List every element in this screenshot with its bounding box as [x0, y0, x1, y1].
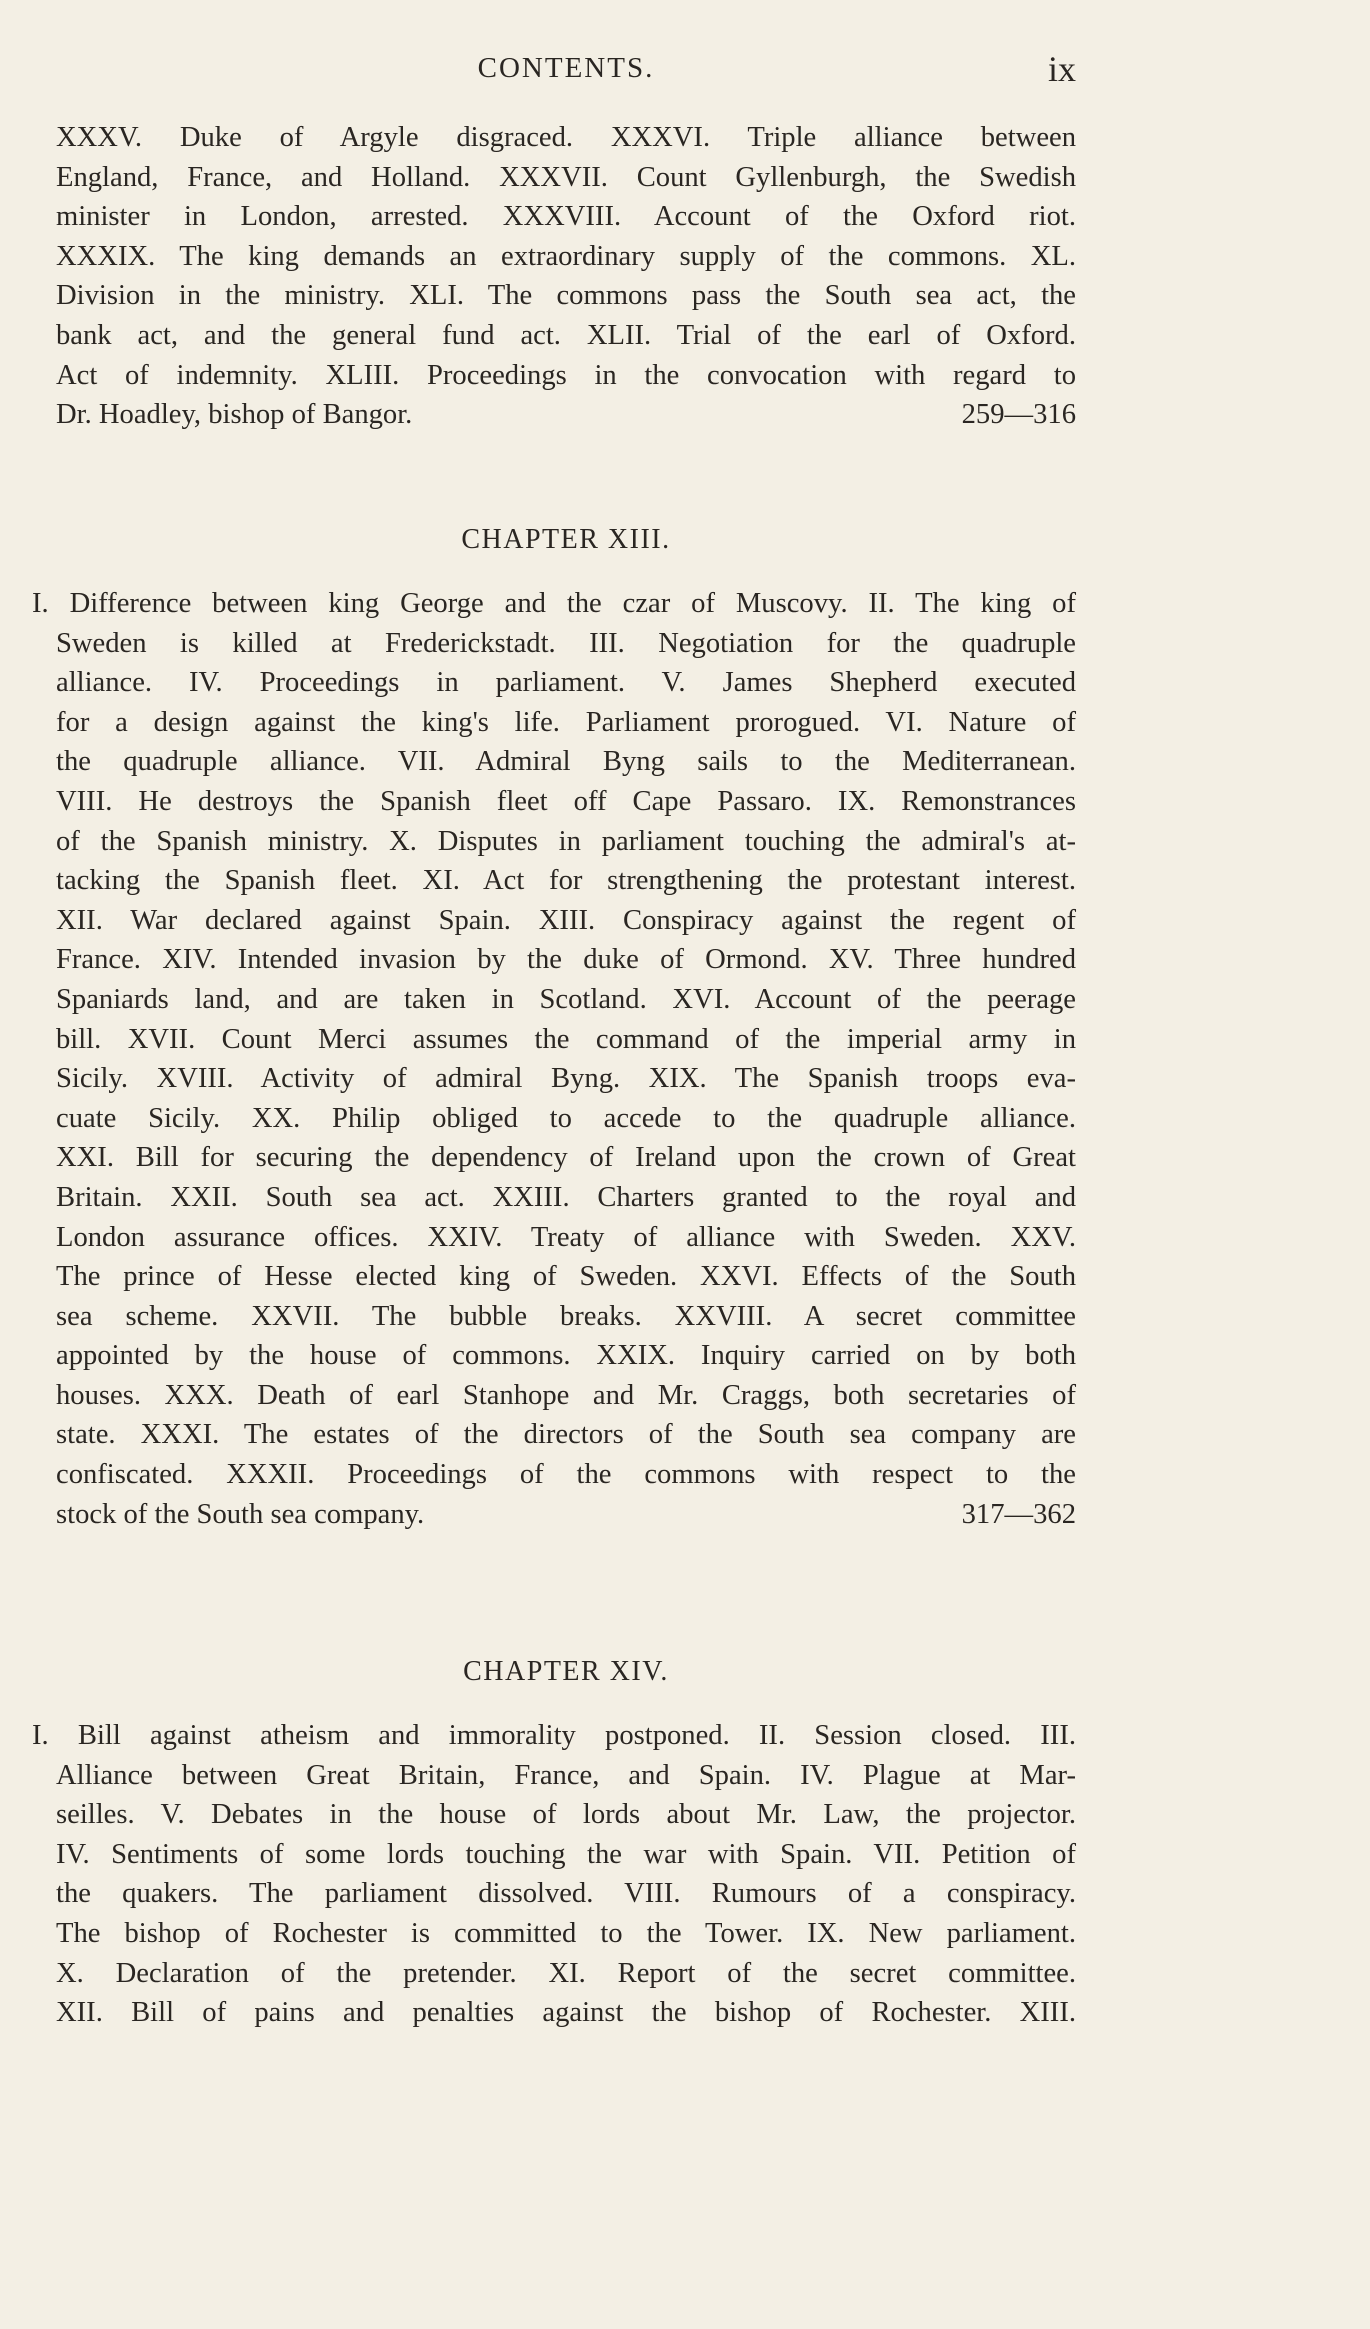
page-range: 259—316: [961, 399, 1076, 431]
text-line: for a design against the king's life. Parliament prorogued. VI. Nature of: [56, 706, 1076, 738]
text-line: alliance. IV. Proceedings in parliament. V. James Shepherd executed: [56, 667, 1076, 699]
text-line: confiscated. XXXII. Proceedings of the commons with respect to the: [56, 1459, 1076, 1491]
text-line: XII. Bill of pains and penalties against the bishop of Rochester. XIII.: [56, 1997, 1076, 2029]
final-line-text: Dr. Hoadley, bishop of Bangor.: [56, 399, 413, 431]
text-line: Britain. XXII. South sea act. XXIII. Charters granted to the royal and: [56, 1181, 1076, 1213]
final-line-text: stock of the South sea company.: [56, 1498, 425, 1530]
text-line: the quadruple alliance. VII. Admiral Byng sails to the Mediterranean.: [56, 746, 1076, 778]
text-line: cuate Sicily. XX. Philip obliged to accede to the quadruple alliance.: [56, 1102, 1076, 1134]
running-title: CONTENTS.: [477, 52, 655, 84]
text-line: England, France, and Holland. XXXVII. Count Gyllenburgh, the Swedish: [56, 161, 1076, 193]
text-line-final: [32, 1495, 1076, 1535]
text-line: appointed by the house of commons. XXIX. Inquiry carried on by both: [56, 1340, 1076, 1372]
text-line: Spaniards land, and are taken in Scotland. XVI. Account of the peerage: [56, 983, 1076, 1015]
text-line: XXXV. Duke of Argyle disgraced. XXXVI. Triple alliance between: [56, 122, 1076, 153]
text-line: tacking the Spanish fleet. XI. Act for strengthening the protestant interest.: [56, 865, 1076, 897]
text-line: X. Declaration of the pretender. XI. Report of the secret committee.: [56, 1957, 1076, 1989]
text-line: sea scheme. XXVII. The bubble breaks. XXVIII. A secret committee: [56, 1300, 1076, 1332]
text-line: XII. War declared against Spain. XIII. Conspiracy against the regent of: [56, 904, 1076, 936]
text-line: seilles. V. Debates in the house of lords about Mr. Law, the projector.: [56, 1799, 1076, 1831]
chapter-13-heading: CHAPTER XIII.: [461, 524, 671, 555]
text-line: bank act, and the general fund act. XLII. Trial of the earl of Oxford.: [56, 319, 1076, 351]
text-line: Alliance between Great Britain, France, and Spain. IV. Plague at Mar-: [56, 1759, 1076, 1791]
text-line: Act of indemnity. XLIII. Proceedings in the convocation with regard to: [56, 359, 1076, 391]
chapter-14-contents: [32, 1716, 1076, 2033]
running-head: [56, 49, 1076, 92]
text-line-final: [56, 395, 1076, 435]
text-line: I. Bill against atheism and immorality postponed. II. Session closed. III.: [32, 1720, 1076, 1751]
text-line: The bishop of Rochester is committed to the Tower. IX. New parliament.: [56, 1917, 1076, 1949]
text-line: state. XXXI. The estates of the directors of the South sea company are: [56, 1419, 1076, 1451]
text-line: XXXIX. The king demands an extraordinary supply of the commons. XL.: [56, 240, 1076, 272]
text-line: IV. Sentiments of some lords touching the war with Spain. VII. Petition of: [56, 1838, 1076, 1870]
text-line: Division in the ministry. XLI. The commons pass the South sea act, the: [56, 280, 1076, 312]
page-range: 317—362: [961, 1498, 1076, 1530]
text-line: XXI. Bill for securing the dependency of Ireland upon the crown of Great: [56, 1142, 1076, 1174]
chapter-13-contents: [32, 584, 1076, 1534]
text-line: Sweden is killed at Frederickstadt. III. Negotiation for the quadruple: [56, 627, 1076, 659]
text-line: of the Spanish ministry. X. Disputes in parliament touching the admiral's at-: [56, 825, 1076, 857]
text-line: France. XIV. Intended invasion by the duke of Ormond. XV. Three hundred: [56, 944, 1076, 976]
text-line: minister in London, arrested. XXXVIII. Account of the Oxford riot.: [56, 201, 1076, 233]
text-line: London assurance offices. XXIV. Treaty of alliance with Sweden. XXV.: [56, 1221, 1076, 1253]
text-line: houses. XXX. Death of earl Stanhope and Mr. Craggs, both secretaries of: [56, 1379, 1076, 1411]
chapter-12-continuation: [56, 118, 1076, 435]
text-line: I. Difference between king George and the czar of Muscovy. II. The king of: [32, 588, 1076, 619]
text-line: Sicily. XVIII. Activity of admiral Byng. XIX. The Spanish troops eva-: [56, 1063, 1076, 1095]
chapter-14-heading: CHAPTER XIV.: [463, 1656, 669, 1687]
page-number: ix: [1047, 49, 1076, 89]
text-line: the quakers. The parliament dissolved. VIII. Rumours of a conspiracy.: [56, 1878, 1076, 1910]
text-line: VIII. He destroys the Spanish fleet off Cape Passaro. IX. Remonstrances: [56, 785, 1076, 817]
text-line: bill. XVII. Count Merci assumes the command of the imperial army in: [56, 1023, 1076, 1055]
text-line: The prince of Hesse elected king of Sweden. XXVI. Effects of the South: [56, 1261, 1076, 1293]
